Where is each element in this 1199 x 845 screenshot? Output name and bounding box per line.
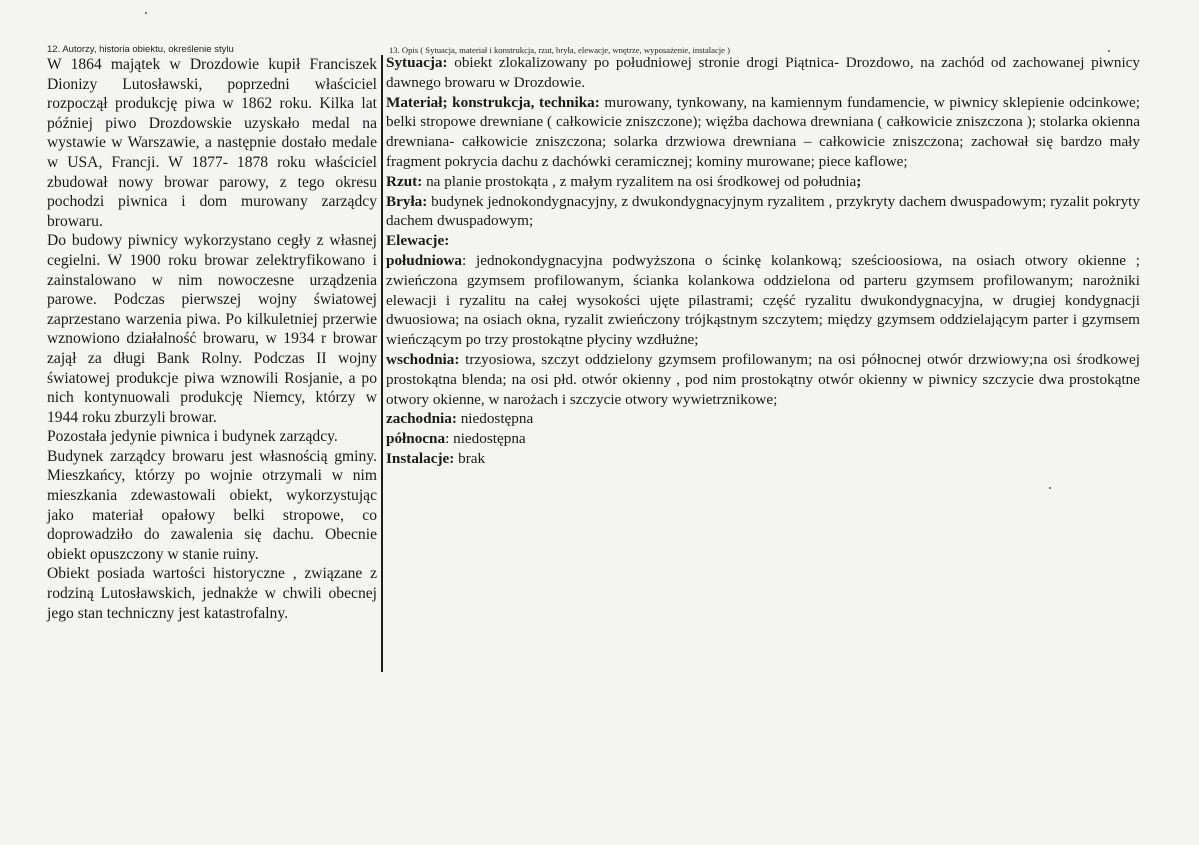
west-elevation-text: niedostępna: [456, 410, 534, 428]
installations-text: brak: [454, 449, 486, 467]
situation-entry: [386, 53, 1140, 93]
scan-speck: [145, 12, 147, 14]
east-elevation-text: trzyosiowa, szczyt oddzielony gzymsem profilowanym; na osi północnej otwór drzwiowy;na osi środkowej prostokątna blenda; na osi płd. otwór okienny , pod nim prostokątny otwór okienny w piwnicy szczycie dwa prostokątne otwory okienne, w narożach i szczycie otwory wywietrznikowe;: [386, 350, 1140, 408]
situation-text: obiekt zlokalizowany po południowej stronie drogi Piątnica- Drozdowo, na zachód od zachowanej piwnicy dawnego browaru w Drozdowie.: [386, 54, 1140, 91]
mass-entry: [386, 192, 1140, 232]
situation-label: Sytuacja:: [386, 54, 448, 71]
installations-label: Instalacje:: [386, 449, 455, 467]
plan-text: na planie prostokąta , z małym ryzalitem na osi środkowej od południa: [422, 172, 857, 190]
south-elevation-entry: [386, 251, 1140, 350]
west-elevation-entry: [386, 409, 1140, 429]
elevations-heading: Elewacje:: [386, 232, 450, 250]
history-section-heading: 12. Autorzy, historia obiektu, określenie stylu: [47, 44, 234, 55]
plan-label: Rzut:: [386, 172, 423, 190]
history-paragraph: W 1864 majątek w Drozdowie kupił Franciszek Dionizy Lutosławski, poprzedni właściciel rozpoczął produkcję piwa w 1862 roku. Kilka lat później piwo Drozdowskie uzyskało medal na wystawie w Warszawie, a następnie dostało medale w USA, Francji. W 1877- 1878 roku właściciel zbudował nowy browar parowy, z tego okresu pochodzi piwnica i dom murowany zarządcy browaru.: [47, 56, 377, 230]
history-paragraph: Pozostała jedynie piwnica i budynek zarządcy.: [47, 428, 338, 446]
material-label: Materiał; konstrukcja, technika:: [386, 93, 600, 111]
plan-suffix: ;: [856, 172, 862, 190]
south-elevation-text: : jednokondygnacyjna podwyższona o ścinkę kolankową; sześcioosiowa, na osiach otwory okienne ; zwieńczona gzymsem profilowanym, ścianka kolankowa oddzielona od parteru gzymsem profilowanym; narożniki elewacji i ryzalitu na całej wysokości ujęte pilastrami; część ryzalitu dwukondygnacyjna, w drugiej kondygnacji dwuosiowa; na osiach okna, ryzalit zwieńczony trójkąstnym szczytem; między gzymsem oddzielającym parter i gzymsem wieńczącym po trzy prostokątne płyciny wzdłużne;: [386, 251, 1140, 349]
plan-entry: [386, 172, 1140, 192]
history-paragraph: Budynek zarządcy browaru jest własnością gminy. Mieszkańcy, którzy po wojnie otrzymali w nim mieszkania zdewastowali obiekt, wykorzystując jako materiał opałowy belki stropowe, co doprowadziło do zawalenia się dachu. Obecnie obiekt opuszczony w stanie ruiny.: [47, 447, 377, 563]
description-section-heading: 13. Opis ( Sytuacja, materiał i konstrukcja, rzut, bryła, elewacje, wnętrze, wyposażenie, instalacje ): [389, 45, 730, 55]
east-elevation-label: wschodnia:: [386, 350, 460, 368]
scan-speck: [1108, 50, 1110, 52]
north-elevation-entry: [386, 429, 1140, 449]
east-elevation-entry: [386, 350, 1140, 409]
mass-label: Bryła:: [386, 192, 428, 210]
history-paragraph: Do budowy piwnicy wykorzystano cegły z własnej cegielni. W 1900 roku browar zelektryfikowano i zainstalowano w nim nowoczesne urządzenia parowe. Podczas pierwszej wojny światowej zaprzestano warzenia piwa. Po kilkuletniej przerwie wznowiono działalność browaru, w 1934 r browar zajął za długi Bank Rolny. Podczas II wojny światowej produkcje piwa wznowili Rosjanie, a po nich kontynuowali produkcję Niemcy, którzy w 1944 roku zburzyli browar.: [47, 232, 377, 426]
south-elevation-label: południowa: [386, 251, 462, 269]
column-divider: [381, 55, 383, 672]
north-elevation-label: północna: [386, 430, 446, 448]
north-elevation-text: : niedostępna: [445, 430, 526, 448]
history-paragraph: Obiekt posiada wartości historyczne , związane z rodziną Lutosławskich, jednakże w chwili obecnej jego stan techniczny jest katastrofalny.: [47, 565, 377, 622]
installations-entry: [386, 449, 1140, 469]
mass-text: budynek jednokondygnacyjny, z dwukondygnacyjnym ryzalitem , przykryty dachem dwuspadowym; ryzalit pokryty dachem dwuspadowym;: [386, 192, 1140, 230]
scan-speck: [1049, 487, 1051, 489]
material-entry: [386, 93, 1140, 172]
west-elevation-label: zachodnia:: [386, 410, 457, 428]
history-column: [47, 55, 377, 623]
description-column: [386, 53, 1140, 469]
material-text: murowany, tynkowany, na kamiennym fundamencie, w piwnicy sklepienie odcinkowe; belki stropowe drewniane ( całkowicie zniszczone); więźba dachowa drewniana ( całkowicie zniszczona ); stolarka okienna drewniana- całkowicie zniszczona; solarka drzwiowa drewniana – całkowicie zniszczona; zachował się bardzo mały fragment pokrycia dachu z dachówki ceramicznej; kominy murowane; piece kaflowe;: [386, 93, 1140, 170]
